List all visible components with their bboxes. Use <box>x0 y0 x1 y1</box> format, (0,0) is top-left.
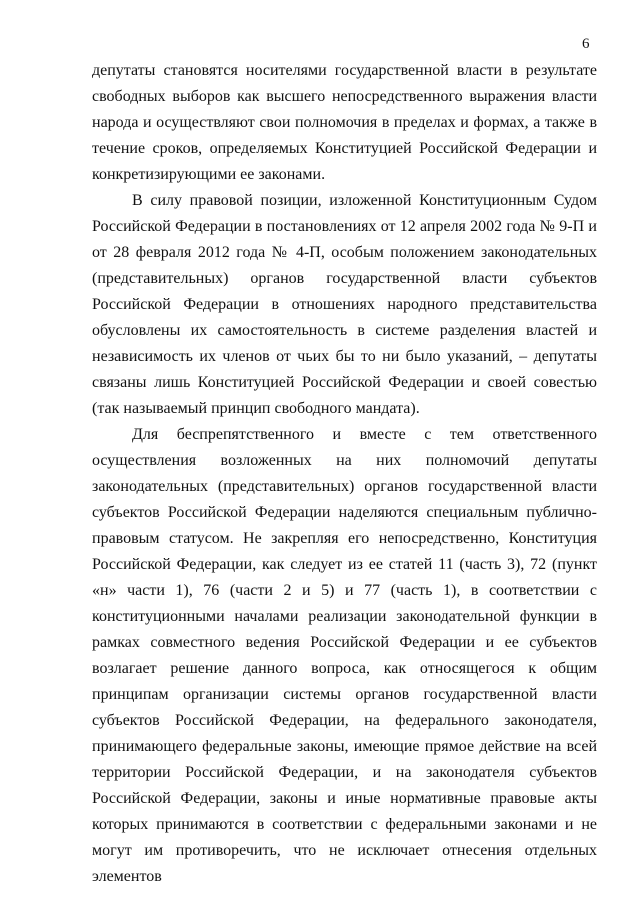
document-body <box>92 58 597 890</box>
page-number: 6 <box>582 36 590 52</box>
paragraph-1: депутаты становятся носителями государственной власти в результате свободных выборов как высшего непосредственного выражения власти народа и осуществляют свои полномочия в пределах и формах, а также в течение сроков, определяемых Конституцией Российской Федерации и конкретизирующими ее законами. <box>92 62 597 183</box>
paragraph-3: Для беспрепятственного и вместе с тем ответственного осуществления возложенных на них полномочий депутаты законодательных (представительных) органов государственной власти субъектов Российской Федерации наделяются специальным публично-правовым статусом. Не закрепляя его непосредственно, Конституция Российской Федерации, как следует из ее статей 11 (часть 3), 72 (пункт «н» части 1), 76 (части 2 и 5) и 77 (часть 1), в соответствии с конституционными началами реализации законодательной функции в рамках совместного ведения Российской Федерации и ее субъектов возлагает решение данного вопроса, как относящегося к общим принципам организации системы органов государственной власти субъектов Российской Федерации, на федерального законодателя, принимающего федеральные законы, имеющие прямое действие на всей территории Российской Федерации, и на законодателя субъектов Российской Федерации, законы и иные нормативные правовые акты которых принимаются в соответствии с федеральными законами и не могут им противоречить, что не исключает отнесения отдельных элементов <box>92 426 597 885</box>
paragraph-2: В силу правовой позиции, изложенной Конституционным Судом Российской Федерации в постановлениях от 12 апреля 2002 года № 9-П и от 28 февраля 2012 года № 4-П, особым положением законодательных (представительных) органов государственной власти субъектов Российской Федерации в отношениях народного представительства обусловлены их самостоятельность в системе разделения властей и независимость их членов от чьих бы то ни было указаний, – депутаты связаны лишь Конституцией Российской Федерации и своей совестью (так называемый принцип свободного мандата). <box>92 192 597 417</box>
